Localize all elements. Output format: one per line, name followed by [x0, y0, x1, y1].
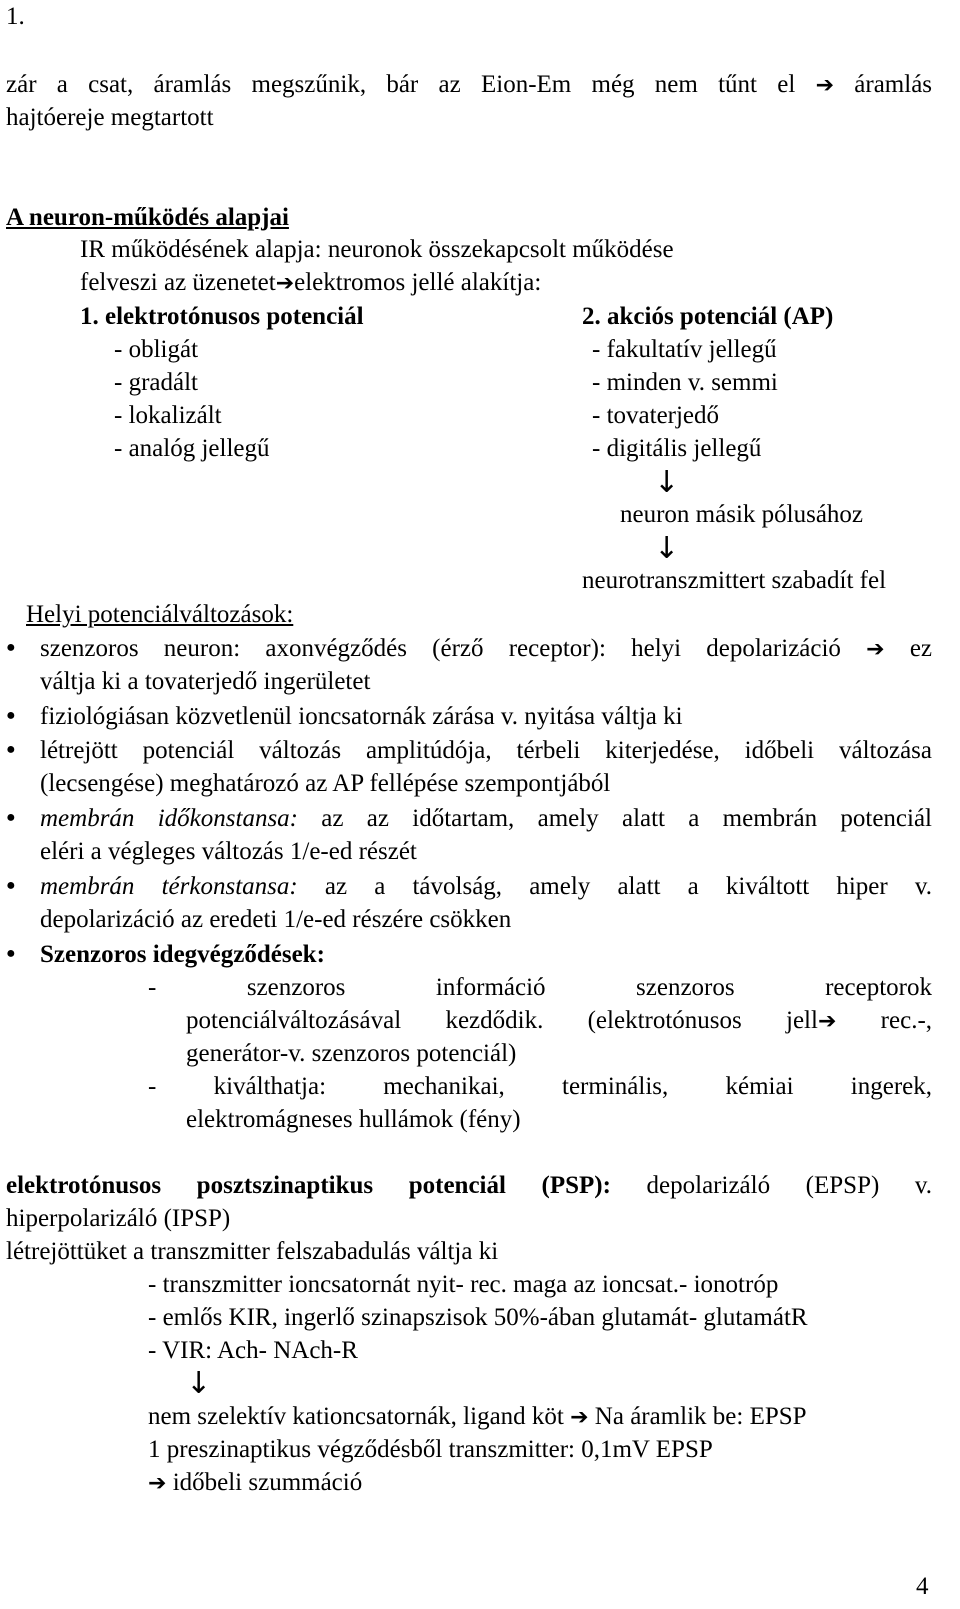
- down-arrow-icon: ↓: [654, 465, 680, 500]
- bullet-icon: ●: [6, 809, 16, 826]
- section-title: A neuron-működés alapjai: [6, 204, 289, 231]
- bullet-icon: ●: [6, 877, 16, 894]
- psp-note-3: ➔ időbeli szummáció: [148, 1469, 363, 1496]
- psp-line-2: hiperpolarizáló (IPSP): [6, 1205, 231, 1232]
- down-arrow-icon: ↓: [186, 1366, 212, 1401]
- term: membrán térkonstansa:: [40, 873, 298, 900]
- left-column-item: - gradált: [114, 369, 198, 396]
- bullet-icon: ●: [6, 639, 16, 656]
- psp-item: - transzmitter ioncsatornát nyit- rec. maga az ioncsat.- ionotróp: [148, 1271, 779, 1298]
- bullet-4-line-1: membrán időkonstansa: az az időtartam, amely alatt a membrán potenciál: [40, 805, 932, 832]
- right-arrow-icon: ➔: [866, 637, 885, 662]
- bullet-3-line-1: létrejött potenciál változás amplitúdója, térbeli kiterjedése, időbeli változása: [40, 737, 932, 764]
- psp-line-1: elektrotónusos posztszinaptikus potenciál (PSP): depolarizáló (EPSP) v.: [6, 1172, 933, 1199]
- sensory-item-2-line-2: elektromágneses hullámok (fény): [186, 1106, 521, 1133]
- left-column-title: 1. elektrotónusos potenciál: [80, 303, 364, 330]
- sensory-item-2-line-1: - kiválthatja: mechanikai, terminális, kémiai ingerek,: [148, 1073, 932, 1100]
- bullet-1-line-2: váltja ki a tovaterjedő ingerületet: [40, 668, 371, 695]
- bullet-4-line-2: eléri a végleges változás 1/e-ed részét: [40, 838, 417, 865]
- down-arrow-icon: ↓: [654, 531, 680, 566]
- intro-line-1: zár a csat, áramlás megszűnik, bár az Eion-Em még nem tűnt el ➔ áramlás: [6, 71, 933, 98]
- right-arrow-icon: ➔: [275, 271, 295, 296]
- bullet-icon: ●: [6, 741, 16, 758]
- bullet-icon: ●: [6, 707, 16, 724]
- local-heading: Helyi potenciálváltozások:: [26, 601, 294, 628]
- intro-line-2: hajtóereje megtartott: [6, 104, 214, 131]
- sensory-item-1-line-3: generátor-v. szenzoros potenciál): [186, 1040, 517, 1067]
- page-number-top: 1.: [6, 3, 25, 30]
- right-column-title: 2. akciós potenciál (AP): [582, 303, 834, 330]
- psp-title: elektrotónusos posztszinaptikus potenciál (PSP):: [6, 1172, 611, 1199]
- left-column-item: - lokalizált: [114, 402, 222, 429]
- right-arrow-icon: ➔: [570, 1405, 589, 1430]
- bullet-2: fiziológiásan közvetlenül ioncsatornák zárása v. nyitása váltja ki: [40, 703, 683, 730]
- right-column-item: - fakultatív jellegű: [592, 336, 777, 363]
- right-column-note: neurotranszmittert szabadít fel: [582, 567, 887, 594]
- psp-note-1: nem szelektív kationcsatornák, ligand köt ➔ Na áramlik be: EPSP: [148, 1403, 807, 1430]
- bullet-5-line-1: membrán térkonstansa: az a távolság, amely alatt a kiváltott hiper v.: [40, 873, 933, 900]
- left-column-item: - obligát: [114, 336, 199, 363]
- section-line-1: IR működésének alapja: neuronok összekapcsolt működése: [80, 236, 674, 263]
- right-column-item: - tovaterjedő: [592, 402, 720, 429]
- right-arrow-icon: ➔: [148, 1471, 167, 1496]
- right-column-note: neuron másik pólusához: [620, 501, 864, 528]
- left-column-item: - analóg jellegű: [114, 435, 270, 462]
- bullet-icon: ●: [6, 945, 16, 962]
- psp-item: - VIR: Ach- NAch-R: [148, 1337, 358, 1364]
- right-column-item: - digitális jellegű: [592, 435, 762, 462]
- psp-item: - emlős KIR, ingerlő szinapszisok 50%-ában glutamát- glutamátR: [148, 1304, 808, 1331]
- psp-line-3: létrejöttüket a transzmitter felszabadulás váltja ki: [6, 1238, 499, 1265]
- bullet-5-line-2: depolarizáció az eredeti 1/e-ed részére csökken: [40, 906, 512, 933]
- page-number-bottom: 4: [916, 1573, 929, 1600]
- sensory-endings-title: Szenzoros idegvégződések:: [40, 941, 325, 968]
- right-column-item: - minden v. semmi: [592, 369, 778, 396]
- bullet-3-line-2: (lecsengése) meghatározó az AP fellépése szempontjából: [40, 770, 611, 797]
- right-arrow-icon: ➔: [815, 73, 835, 98]
- sensory-item-1-line-1: - szenzoros információ szenzoros receptorok: [148, 974, 932, 1001]
- term: membrán időkonstansa:: [40, 805, 298, 832]
- section-line-2: felveszi az üzenetet➔elektromos jellé alakítja:: [80, 269, 542, 296]
- sensory-item-1-line-2: potenciálváltozásával kezdődik. (elektrotónusos jell➔ rec.-,: [186, 1007, 933, 1034]
- bullet-1-line-1: szenzoros neuron: axonvégződés (érző receptor): helyi depolarizáció ➔ ez: [40, 635, 933, 662]
- right-arrow-icon: ➔: [817, 1009, 837, 1034]
- psp-note-2: 1 preszinaptikus végződésből transzmitter: 0,1mV EPSP: [148, 1436, 713, 1463]
